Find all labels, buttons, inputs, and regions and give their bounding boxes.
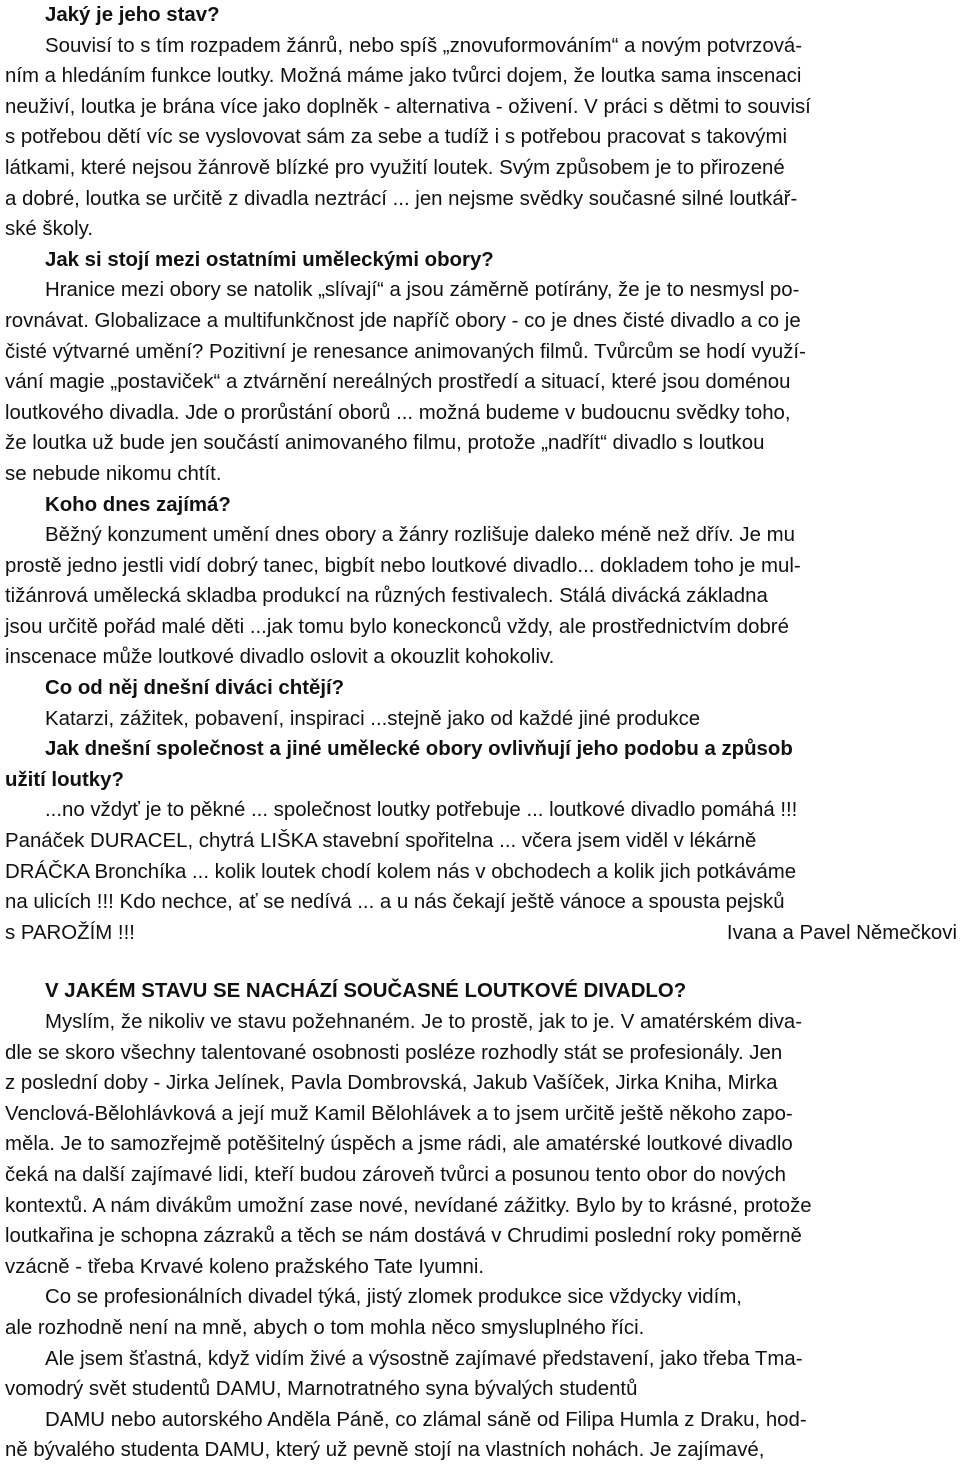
question-heading: Jak si stojí mezi ostatními uměleckými obory?: [45, 248, 494, 271]
text-line: Hranice mezi obory se natolik „slívají“ a jsou záměrně potírány, že je to nesmysl po-: [45, 279, 800, 302]
text-line: ale rozhodně není na mně, abych o tom mohla něco smysluplného říci.: [5, 1316, 645, 1339]
body-paragraph: [5, 1405, 955, 1466]
text-line: z poslední doby - Jirka Jelínek, Pavla Dombrovská, Jakub Vašíček, Jirka Kniha, Mirka: [5, 1072, 778, 1095]
text-line: užití loutky?: [5, 768, 124, 791]
text-line: neuživí, loutka je brána více jako doplněk - alternativa - oživení. V práci s dětmi to souvisí: [5, 95, 811, 118]
text-line: ské školy.: [5, 218, 94, 241]
section-heading: V JAKÉM STAVU SE NACHÁZÍ SOUČASNÉ LOUTKOVÉ DIVADLO?: [45, 980, 687, 1003]
text-line: látkami, které nejsou žánrově blízké pro využití loutek. Svým způsobem je to přirozené: [5, 156, 785, 179]
text-line: prostě jedno jestli vidí dobrý tanec, bigbít nebo loutkové divadlo... dokladem toho je mul-: [5, 554, 801, 577]
answer-paragraph: [5, 704, 955, 735]
text-line: Co se profesionálních divadel týká, jistý zlomek produkce sice vždycky vidím,: [45, 1286, 742, 1309]
question-heading: [5, 734, 955, 795]
body-paragraph: [5, 1282, 955, 1343]
text-line: ...no vždyť je to pěkné ... společnost loutky potřebuje ... loutkové divadlo pomáhá !!!: [45, 799, 798, 822]
article-page: [5, 0, 955, 1466]
text-line: ním a hledáním funkce loutky. Možná máme jako tvůrci dojem, že loutka sama inscenaci: [5, 65, 802, 88]
section-divider: [5, 948, 955, 976]
text-line: vání magie „postaviček“ a ztvárnění nereálných prostředí a situací, které jsou doménou: [5, 371, 791, 394]
text-line: Venclová-Bělohlávková a její muž Kamil Bělohlávek a to jsem určitě ještě někoho zapo-: [5, 1102, 793, 1125]
text-line: loutkařina je schopna zázraků a těch se nám dostává v Chrudimi poslední roky poměrně: [5, 1225, 802, 1248]
text-line: DRÁČKA Bronchíka ... kolik loutek chodí kolem nás v obchodech a kolik jich potkáváme: [5, 860, 797, 883]
text-line: ně bývalého studenta DAMU, který už pevně stojí na vlastních nohách. Je zajímavé,: [5, 1439, 765, 1462]
text-line: čeká na další zajímavé lidi, kteří budou zároveň tvůrci a posunou tento obor do nových: [5, 1163, 786, 1186]
text-line: vomodrý svět studentů DAMU, Marnotratného syna bývalých studentů: [5, 1378, 638, 1401]
text-line: jsou určitě pořád malé děti ...jak tomu bylo koneckonců vždy, ale prostřednictvím dobré: [5, 615, 789, 638]
question-heading: Jaký je jeho stav?: [45, 4, 220, 26]
text-line: Běžný konzument umění dnes obory a žánry rozlišuje daleko méně než dřív. Je mu: [45, 524, 795, 547]
text-line: Panáček DURACEL, chytrá LIŠKA stavební spořitelna ... včera jsem viděl v lékárně: [5, 830, 757, 853]
text-line: vzácně - třeba Krvavé koleno pražského Tate Iyumni.: [5, 1255, 485, 1278]
text-line: Katarzi, zážitek, pobavení, inspiraci ...stejně jako od každé jiné produkce: [45, 707, 701, 730]
author-signature: Ivana a Pavel Němečkovi: [726, 921, 957, 944]
text-line: s potřebou dětí víc se vyslovovat sám za sebe a tudíž i s potřebou pracovat s takovými: [5, 126, 788, 149]
answer-paragraph: [5, 520, 955, 673]
text-line: inscenace může loutkové divadlo oslovit a okouzlit kohokoliv.: [5, 646, 555, 669]
body-paragraph: [5, 1007, 955, 1282]
text-line: rovnávat. Globalizace a multifunkčnost jde napříč obory - co je dnes čisté divadlo a co je: [5, 309, 801, 332]
signature-line: [5, 918, 957, 949]
text-line: loutkového divadla. Jde o prorůstání oborů ... možná budeme v budoucnu svědky toho,: [5, 401, 791, 424]
text-line: čisté výtvarné umění? Pozitivní je renesance animovaných filmů. Tvůrcům se hodí využí-: [5, 340, 806, 363]
text-line: Myslím, že nikoliv ve stavu požehnaném. Je to prostě, jak to je. V amatérském diva-: [45, 1011, 803, 1033]
text-line: měla. Je to samozřejmě potěšitelný úspěch a jsme rádi, ale amatérské loutkové divadlo: [5, 1133, 793, 1156]
text-line: že loutka už bude jen součástí animovaného filmu, protože „nadřít“ divadlo s loutkou: [5, 432, 765, 455]
text-line: a dobré, loutka se určitě z divadla neztrácí ... jen nejsme svědky současné silné loutkář-: [5, 187, 798, 210]
text-line: kontextů. A nám divákům umožní zase nové, nevídané zážitky. Bylo by to krásné, protože: [5, 1194, 812, 1217]
question-heading: Koho dnes zajímá?: [45, 493, 231, 516]
text-line: se nebude nikomu chtít.: [5, 462, 222, 485]
text-line: na ulicích !!! Kdo nechce, ať se nedívá ... a u nás čekají ještě vánoce a spousta pejsků: [5, 891, 785, 914]
answer-paragraph: [5, 795, 955, 948]
text-line: Souvisí to s tím rozpadem žánrů, nebo spíš „znovuformováním“ a novým potvrzová-: [45, 34, 803, 57]
text-line: dle se skoro všechny talentované osobnosti posléze rozhodly stát se profesionály. Jen: [5, 1041, 783, 1064]
text-line: s PAROŽÍM !!!: [5, 921, 135, 944]
answer-paragraph: [5, 275, 955, 489]
text-line: DAMU nebo autorského Anděla Páně, co zlámal sáně od Filipa Humla z Draku, hod-: [45, 1408, 807, 1431]
text-line: Jak dnešní společnost a jiné umělecké obory ovlivňují jeho podobu a způsob: [45, 738, 793, 761]
question-heading: Co od něj dnešní diváci chtějí?: [45, 677, 345, 700]
answer-paragraph: [5, 31, 955, 245]
text-line: tižánrová umělecká skladba produkcí na různých festivalech. Stálá divácká základna: [5, 585, 768, 608]
body-paragraph: [5, 1344, 955, 1405]
text-line: Ale jsem šťastná, když vidím živé a výsostně zajímavé představení, jako třeba Tma-: [45, 1347, 803, 1370]
